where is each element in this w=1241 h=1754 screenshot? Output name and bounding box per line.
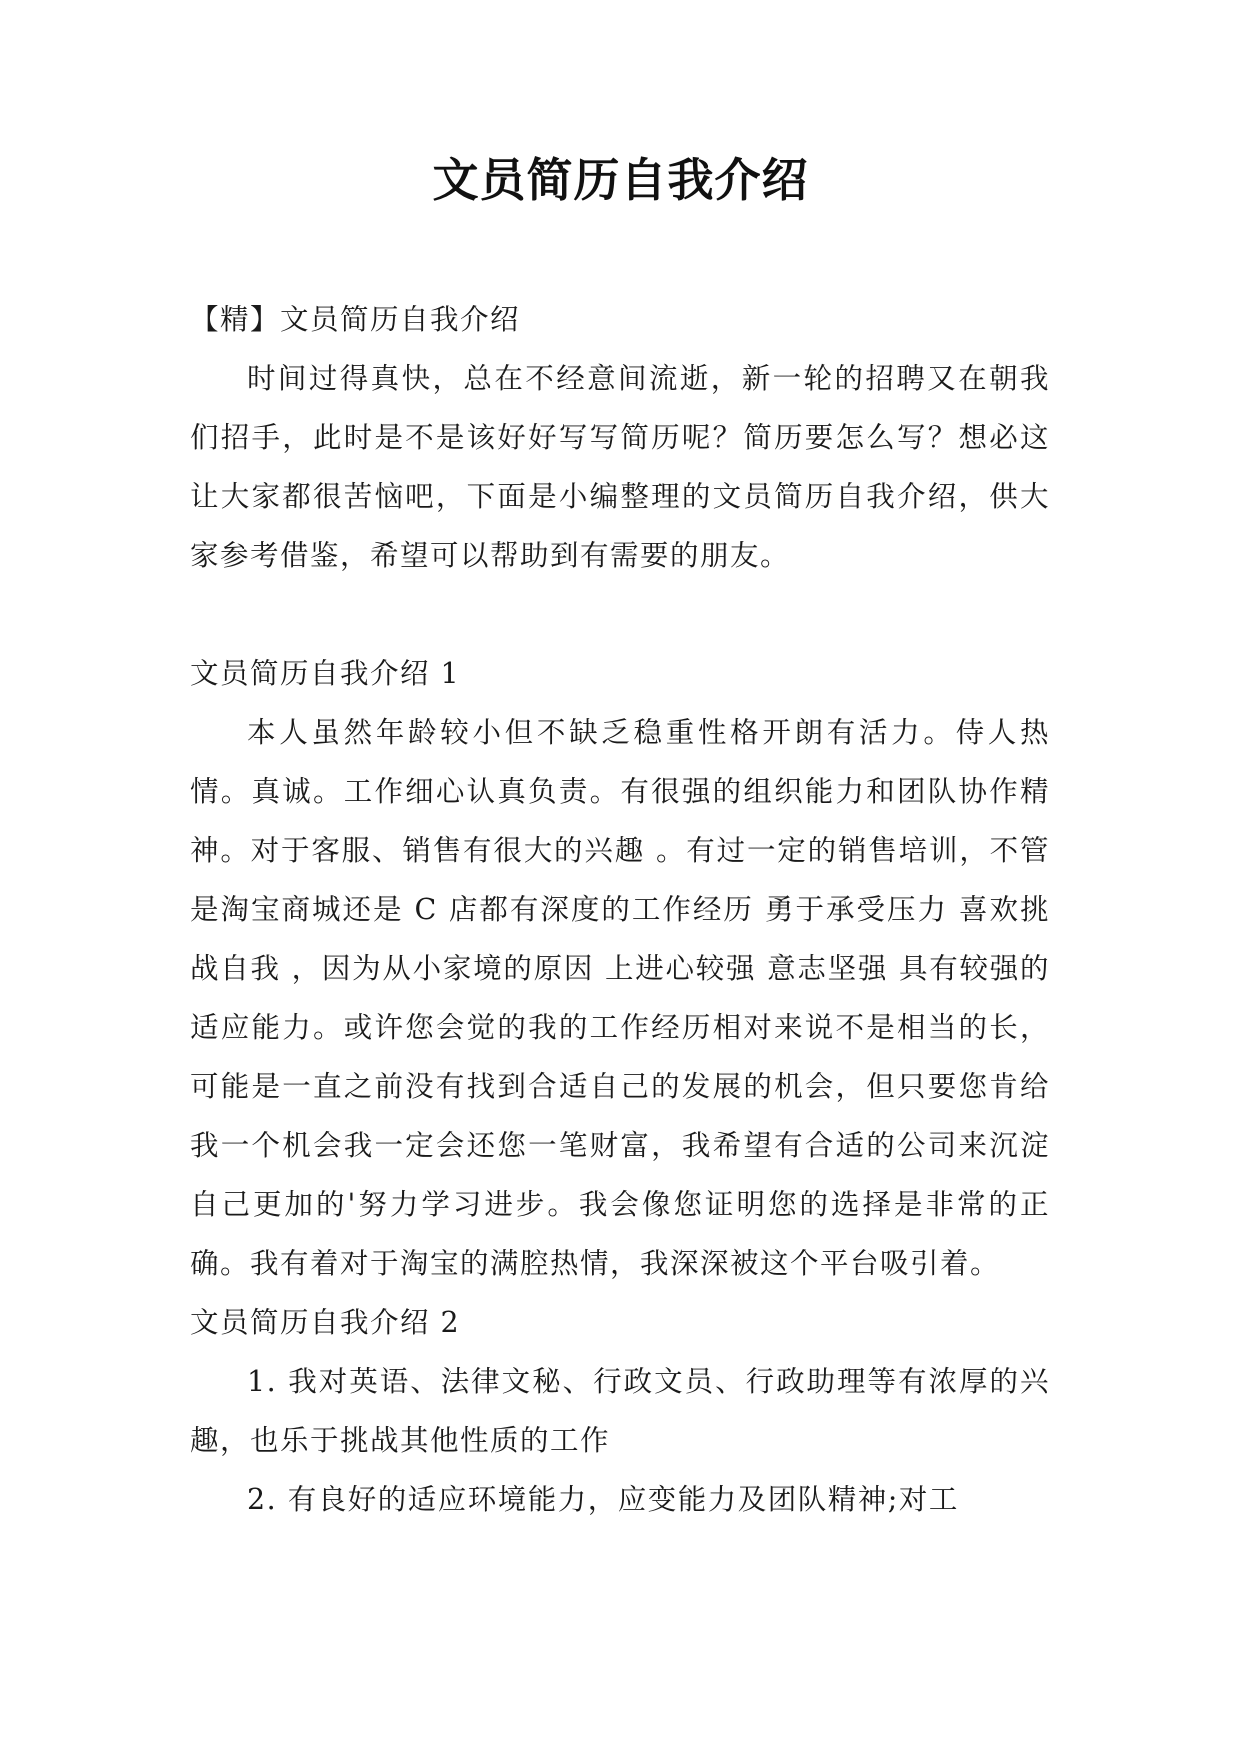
section-1-paragraph: 本人虽然年龄较小但不缺乏稳重性格开朗有活力。侍人热情。真诚。工作细心认真负责。有很强的组织能力和团队协作精神。对于客服、销售有很大的兴趣 。有过一定的销售培训，不管是淘宝商城还是 C 店都有深度的工作经历 勇于承受压力 喜欢挑战自我 ，因为从小家境的原因 上进心较强 意志坚强 具有较强的适应能力。或许您会觉的我的工作经历相对来说不是相当的长，可能是一直之前没有找到合适自己的发展的机会，但只要您肯给我一个机会我一定会还您一笔财富，我希望有合适的公司来沉淀自己更加的'努力学习进步。我会像您证明您的选择是非常的正确。我有着对于淘宝的满腔热情，我深深被这个平台吸引着。 xyxy=(190,716,1050,1280)
section-2-item-1: 1. 我对英语、法律文秘、行政文员、行政助理等有浓厚的兴趣，也乐于挑战其他性质的工作 xyxy=(190,1365,1050,1457)
document-title: 文员简历自我介绍 xyxy=(432,153,809,207)
section-1-heading: 文员简历自我介绍 1 xyxy=(190,657,461,690)
section-2-heading: 文员简历自我介绍 2 xyxy=(190,1306,461,1339)
intro-paragraph: 时间过得真快，总在不经意间流逝，新一轮的招聘又在朝我们招手，此时是不是该好好写写简历呢？简历要怎么写？想必这让大家都很苦恼吧，下面是小编整理的文员简历自我介绍，供大家参考借鉴，希望可以帮助到有需要的朋友。 xyxy=(190,362,1050,572)
document-subtitle: 【精】文员简历自我介绍 xyxy=(190,303,521,336)
document-body xyxy=(190,290,1050,1529)
section-2-item-2: 2. 有良好的适应环境能力，应变能力及团队精神;对工 xyxy=(247,1483,959,1516)
